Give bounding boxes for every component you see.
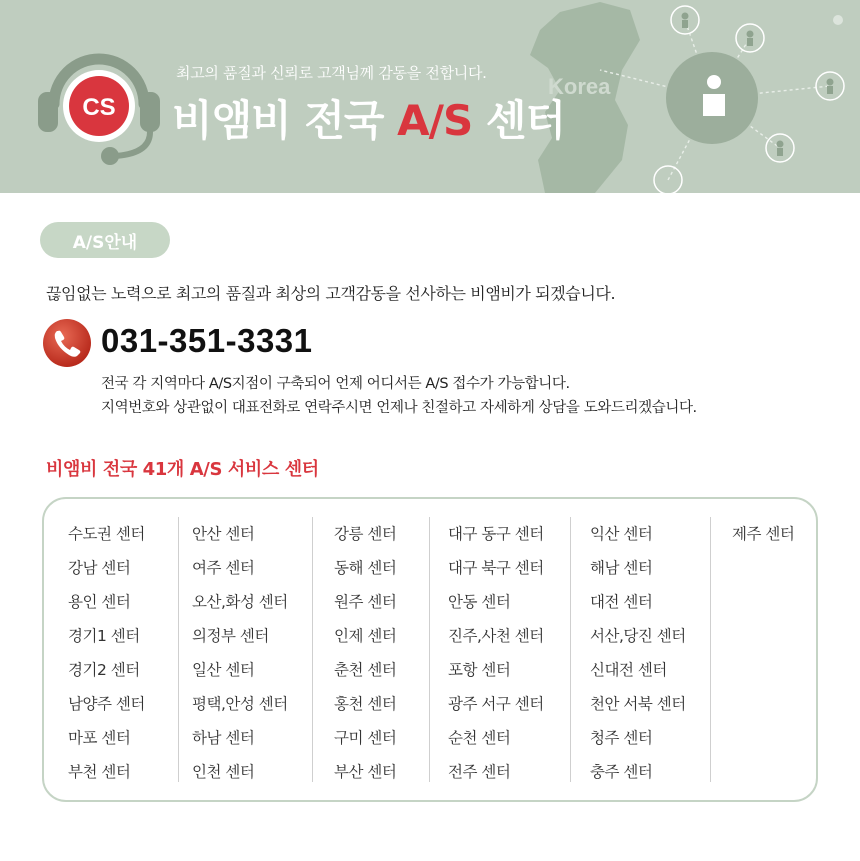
list-item: 포항 센터: [448, 661, 511, 679]
center-column-2: [192, 517, 313, 782]
list-item: 일산 센터: [192, 661, 255, 679]
list-item: 부산 센터: [334, 763, 397, 781]
center-column-4: [448, 517, 571, 782]
list-item: 오산,화성 센터: [192, 593, 288, 611]
center-column-1: [68, 517, 179, 782]
list-item: 안동 센터: [448, 593, 511, 611]
service-center-list: [42, 497, 818, 802]
phone-number[interactable]: 031-351-3331: [101, 322, 313, 359]
list-item: 천안 서북 센터: [590, 695, 686, 713]
page-title: [172, 88, 565, 148]
list-item: 대전 센터: [590, 593, 653, 611]
list-item: 제주 센터: [732, 525, 795, 543]
list-item: 인제 센터: [334, 627, 397, 645]
list-item: 용인 센터: [68, 593, 131, 611]
title-prefix: 비앰비 전국: [172, 96, 398, 145]
title-accent: A/S: [397, 96, 473, 145]
centers-heading: 비앰비 전국 41개 A/S 서비스 센터: [46, 459, 319, 480]
list-item: 진주,사천 센터: [448, 627, 544, 645]
list-item: 홍천 센터: [334, 695, 397, 713]
list-item: 원주 센터: [334, 593, 397, 611]
headset-icon: [34, 42, 164, 167]
list-item: 경기2 센터: [68, 661, 140, 679]
list-item: 수도권 센터: [68, 525, 145, 543]
list-item: 춘천 센터: [334, 661, 397, 679]
list-item: 청주 센터: [590, 729, 653, 747]
list-item: 구미 센터: [334, 729, 397, 747]
list-item: 익산 센터: [590, 525, 653, 543]
list-item: 대구 북구 센터: [448, 559, 544, 577]
list-item: 신대전 센터: [590, 661, 667, 679]
list-item: 대구 동구 센터: [448, 525, 544, 543]
list-item: 여주 센터: [192, 559, 255, 577]
list-item: 안산 센터: [192, 525, 255, 543]
list-item: 남양주 센터: [68, 695, 145, 713]
center-column-3: [334, 517, 430, 782]
list-item: 해남 센터: [590, 559, 653, 577]
center-column-6: [732, 517, 812, 782]
list-item: 마포 센터: [68, 729, 131, 747]
map-label: Korea: [548, 74, 611, 99]
section-label-pill: A/S안내: [40, 222, 170, 258]
list-item: 순천 센터: [448, 729, 511, 747]
list-item: 강릉 센터: [334, 525, 397, 543]
list-item: 인천 센터: [192, 763, 255, 781]
phone-icon: [42, 318, 92, 368]
title-suffix: 센터: [472, 96, 565, 145]
service-note-1: 전국 각 지역마다 A/S지점이 구축되어 언제 어디서든 A/S 접수가 가능합니다.: [101, 376, 570, 392]
banner-slogan: 최고의 품질과 신뢰로 고객님께 감동을 전합니다.: [176, 64, 487, 82]
list-item: 강남 센터: [68, 559, 131, 577]
list-item: 서산,당진 센터: [590, 627, 686, 645]
list-item: 전주 센터: [448, 763, 511, 781]
header-banner: [0, 0, 860, 193]
list-item: 의정부 센터: [192, 627, 269, 645]
list-item: 동해 센터: [334, 559, 397, 577]
list-item: 충주 센터: [590, 763, 653, 781]
list-item: 평택,안성 센터: [192, 695, 288, 713]
list-item: 광주 서구 센터: [448, 695, 544, 713]
list-item: 부천 센터: [68, 763, 131, 781]
cs-badge-text: CS: [82, 94, 116, 121]
center-column-5: [590, 517, 711, 782]
intro-text: 끊임없는 노력으로 최고의 품질과 최상의 고객감동을 선사하는 비앰비가 되겠습니다.: [46, 284, 616, 303]
list-item: 경기1 센터: [68, 627, 140, 645]
list-item: 하남 센터: [192, 729, 255, 747]
service-note-2: 지역번호와 상관없이 대표전화로 연락주시면 언제나 친절하고 자세하게 상담을 도와드리겠습니다.: [101, 400, 697, 416]
